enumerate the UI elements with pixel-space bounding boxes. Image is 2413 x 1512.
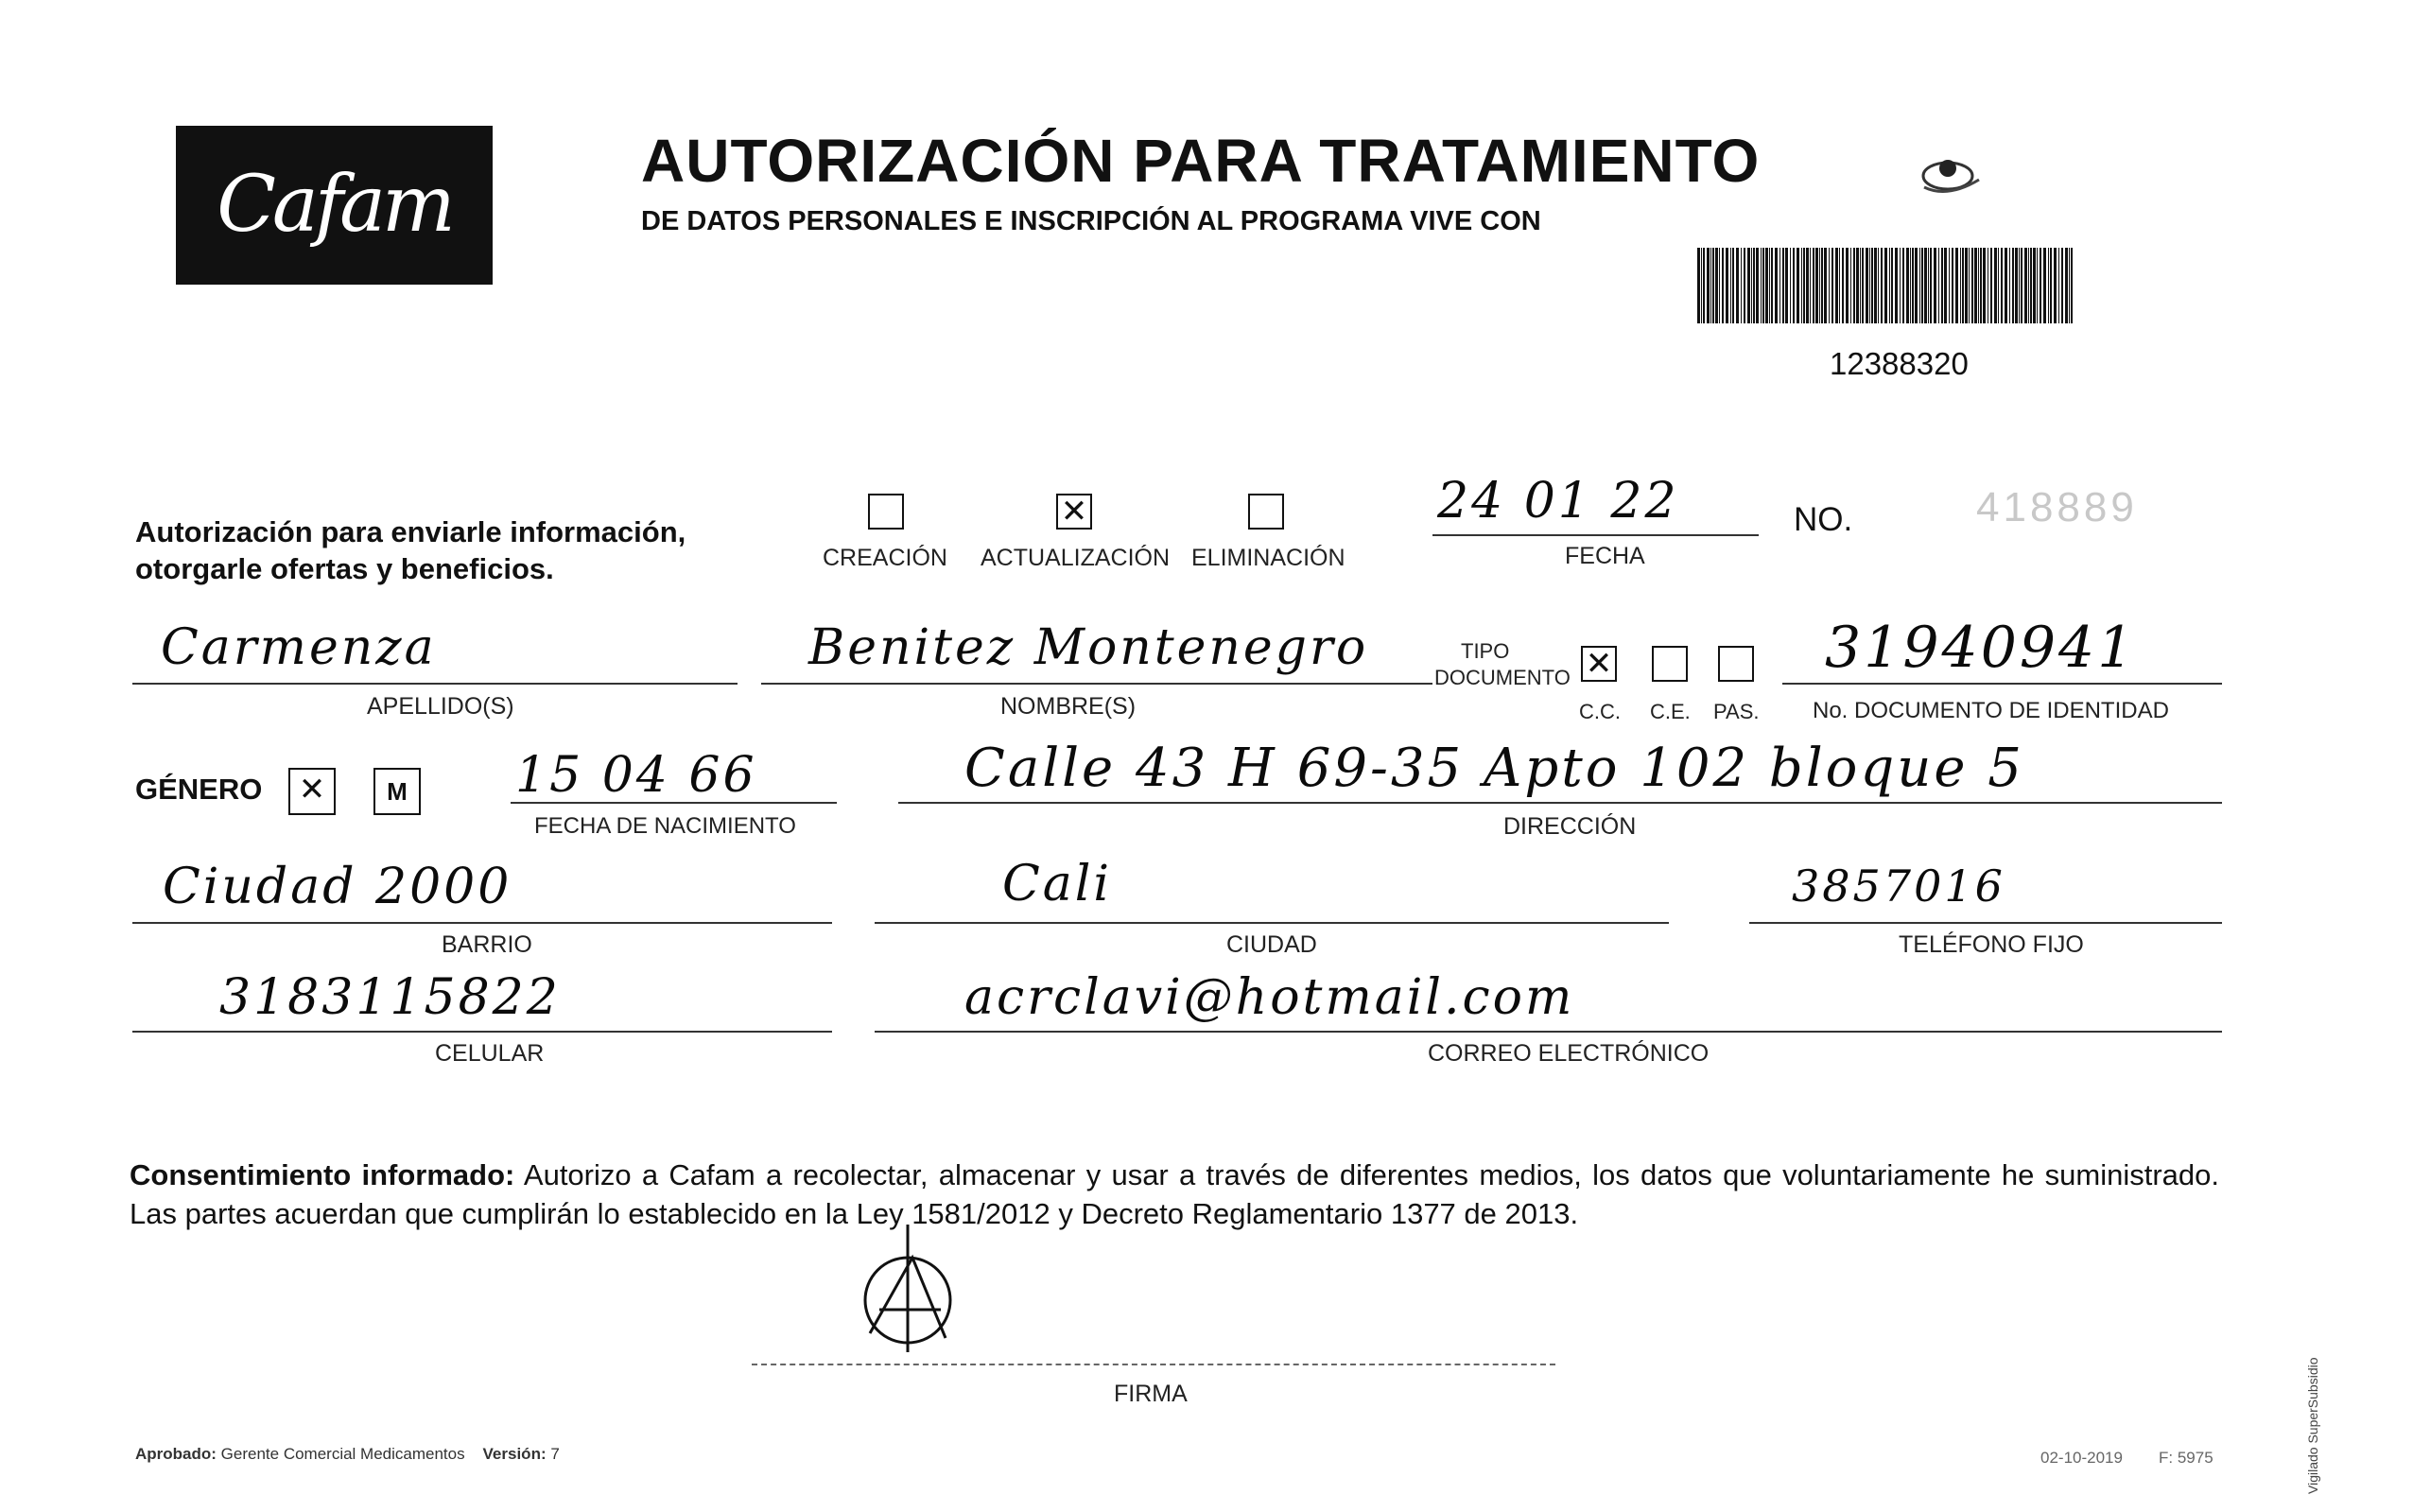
celular-value[interactable]: 3183115822	[219, 969, 561, 1026]
barcode-bar	[1839, 248, 1840, 323]
barcode-bar	[1732, 248, 1734, 323]
barcode-bar	[1960, 248, 1961, 323]
footer-date-code: 02-10-2019	[2040, 1449, 2123, 1467]
barcode-bar	[1712, 248, 1714, 323]
correo-label: CORREO ELECTRÓNICO	[1428, 1040, 1710, 1067]
barcode-bar	[1955, 248, 1958, 323]
barcode-bar	[1978, 248, 1979, 323]
barcode-bar	[1952, 248, 1953, 323]
barcode-bar	[1902, 248, 1904, 323]
telefono-line	[1749, 922, 2222, 924]
barcode-bar	[1906, 248, 1909, 323]
barcode-bar	[1928, 248, 1929, 323]
barcode-bar	[2030, 248, 2032, 323]
barcode-bar	[1779, 248, 1780, 323]
aprobado-value: Gerente Comercial Medicamentos	[220, 1445, 465, 1463]
pas-checkbox[interactable]	[1718, 646, 1754, 682]
no-label: NO.	[1794, 501, 1853, 538]
genero-f-checkbox[interactable]	[288, 768, 336, 815]
barcode-bar	[1821, 248, 1823, 323]
firma-label: FIRMA	[1114, 1381, 1188, 1407]
apellidos-value[interactable]: Carmenza	[161, 619, 437, 676]
direccion-line	[898, 802, 2222, 804]
fecha-value[interactable]: 24 01 22	[1437, 473, 1679, 530]
ciudad-line	[875, 922, 1669, 924]
barcode-bar	[1924, 248, 1927, 323]
barcode-bar	[1969, 248, 1970, 323]
barcode-bar	[2069, 248, 2070, 323]
correo-value[interactable]: acrclavi@hotmail.com	[964, 969, 1575, 1026]
barcode-bar	[1941, 248, 1943, 323]
barcode-bar	[2021, 248, 2022, 323]
fecha-line	[1432, 534, 1759, 536]
barcode-bar	[1871, 248, 1873, 323]
barcode-bar	[1934, 248, 1936, 323]
barcode-bar	[1881, 248, 1883, 323]
barcode-bar	[2024, 248, 2027, 323]
barcode-bar	[1971, 248, 1973, 323]
barcode-bar	[2040, 248, 2041, 323]
authorization-line-1: Autorización para enviarle información,	[135, 515, 686, 548]
celular-line	[132, 1031, 832, 1033]
barcode-bar	[1884, 248, 1887, 323]
barcode-bar	[1744, 248, 1745, 323]
barcode-bar	[1803, 248, 1805, 323]
barrio-value[interactable]: Ciudad 2000	[163, 859, 512, 915]
ce-checkbox[interactable]	[1652, 646, 1688, 682]
barcode-bar	[1829, 248, 1830, 323]
barcode-bar	[1707, 248, 1710, 323]
barcode-bar	[1846, 248, 1849, 323]
barcode-bar	[1747, 248, 1750, 323]
barcode-bar	[1797, 248, 1799, 323]
barcode-bar	[2048, 248, 2049, 323]
barcode-bar	[1819, 248, 1820, 323]
ciudad-value[interactable]: Cali	[1002, 856, 1113, 912]
nombres-line	[761, 683, 1432, 685]
consent-heading: Consentimiento informado:	[130, 1158, 515, 1191]
barcode-bar	[1853, 248, 1855, 323]
barcode-bar	[1850, 248, 1851, 323]
barcode-bar	[1891, 248, 1893, 323]
barcode-bar	[1860, 248, 1861, 323]
barcode-bar	[1974, 248, 1977, 323]
form-title: AUTORIZACIÓN PARA TRATAMIENTO	[641, 127, 1761, 195]
barcode-bar	[1765, 248, 1768, 323]
barcode-bar	[1701, 248, 1702, 323]
eliminacion-label: ELIMINACIÓN	[1191, 545, 1345, 571]
telefono-value[interactable]: 3857016	[1792, 860, 2005, 912]
barcode-bar	[2065, 248, 2068, 323]
barcode-bar	[1866, 248, 1868, 323]
actualizacion-label: ACTUALIZACIÓN	[981, 545, 1171, 571]
barcode-bar	[2001, 248, 2003, 323]
telefono-label: TELÉFONO FIJO	[1899, 931, 2084, 958]
barcode-bar	[1835, 248, 1838, 323]
barcode-bar	[1983, 248, 1986, 323]
barcode-bar	[2019, 248, 2020, 323]
barcode-bar	[1998, 248, 1999, 323]
version-value: 7	[550, 1445, 560, 1463]
barcode-bar	[1980, 248, 1982, 323]
barcode-bar	[1815, 248, 1818, 323]
pas-label: PAS.	[1713, 700, 1760, 723]
birth-label: FECHA DE NACIMIENTO	[534, 813, 796, 839]
barcode-bar	[1756, 248, 1759, 323]
barcode	[1697, 248, 2074, 323]
doc-number-value[interactable]: 31940941	[1825, 615, 2137, 681]
footer-aprobado	[135, 1445, 560, 1464]
barcode-bar	[1801, 248, 1802, 323]
barcode-bar	[1761, 248, 1762, 323]
barcode-bar	[1910, 248, 1911, 323]
no-value: 418889	[1976, 484, 2138, 530]
barcode-bar	[1719, 248, 1720, 323]
consent-paragraph	[130, 1156, 2219, 1233]
barcode-bar	[2037, 248, 2038, 323]
signature-line	[752, 1364, 1555, 1365]
apellidos-label: APELLIDO(S)	[367, 693, 514, 720]
doc-number-line	[1782, 683, 2222, 685]
barcode-bar	[1697, 248, 1700, 323]
direccion-value[interactable]: Calle 43 H 69-35 Apto 102 bloque 5	[964, 738, 2024, 799]
barcode-bar	[1965, 248, 1968, 323]
barcode-bar	[1930, 248, 1932, 323]
creacion-label: CREACIÓN	[823, 545, 947, 571]
cafam-logo	[176, 126, 493, 285]
barcode-bar	[1878, 248, 1879, 323]
nombres-value[interactable]: Benitez Montenegro	[808, 619, 1369, 676]
ciudad-label: CIUDAD	[1226, 931, 1317, 958]
barcode-bar	[1751, 248, 1752, 323]
documento-label: DOCUMENTO	[1434, 666, 1571, 689]
barcode-bar	[1919, 248, 1920, 323]
barcode-bar	[1703, 248, 1705, 323]
authorization-text	[135, 513, 686, 587]
consent-body: Autorizo a Cafam a recolectar, almacenar y usar a través de diferentes medios, los datos que voluntariamente he suministrado. Las partes acuerdan que cumplirán lo establecido en la Ley 1581/2012 y Decreto Reglamentario 1377 de 2013.	[130, 1158, 2219, 1230]
barcode-bar	[1869, 248, 1870, 323]
footer-form-code: F: 5975	[2159, 1449, 2213, 1467]
barrio-line	[132, 922, 832, 924]
version-label: Versión:	[482, 1445, 547, 1463]
barcode-bar	[1842, 248, 1844, 323]
nombres-label: NOMBRE(S)	[1000, 693, 1137, 720]
barcode-bar	[2012, 248, 2014, 323]
barcode-bar	[1771, 248, 1773, 323]
barcode-bar	[1874, 248, 1877, 323]
barcode-bar	[2015, 248, 2018, 323]
barcode-bar	[2005, 248, 2007, 323]
barcode-bar	[1715, 248, 1718, 323]
barcode-bar	[1949, 248, 1950, 323]
barcode-bar	[2033, 248, 2036, 323]
barcode-bar	[1710, 248, 1711, 323]
actualizacion-checkbox[interactable]	[1056, 494, 1092, 530]
barcode-bar	[2061, 248, 2063, 323]
barcode-bar	[1990, 248, 1992, 323]
birth-line	[511, 802, 837, 804]
authorization-line-2: otorgarle ofertas y beneficios.	[135, 552, 554, 585]
genero-label: GÉNERO	[135, 773, 263, 806]
barcode-bar	[1785, 248, 1788, 323]
barcode-bar	[2054, 248, 2057, 323]
celular-label: CELULAR	[435, 1040, 545, 1067]
barcode-bar	[1921, 248, 1923, 323]
signature-mark	[832, 1220, 983, 1371]
barcode-bar	[1938, 248, 1939, 323]
barcode-bar	[1790, 248, 1791, 323]
ce-label: C.E.	[1650, 700, 1691, 723]
barcode-bar	[1912, 248, 1914, 323]
emblem-icon	[1905, 140, 2009, 206]
barcode-bar	[1962, 248, 1964, 323]
barcode-bar	[1856, 248, 1859, 323]
barcode-bar	[1824, 248, 1827, 323]
barrio-label: BARRIO	[442, 931, 532, 958]
barcode-bar	[2009, 248, 2010, 323]
barcode-bar	[1889, 248, 1890, 323]
eliminacion-checkbox[interactable]	[1248, 494, 1284, 530]
barcode-bar	[1726, 248, 1728, 323]
barcode-bar	[1730, 248, 1731, 323]
barcode-bar	[1722, 248, 1724, 323]
barcode-bar	[1994, 248, 1997, 323]
aprobado-label: Aprobado:	[135, 1445, 217, 1463]
barcode-bar	[1810, 248, 1811, 323]
supersubsidio-vertical-text: Vigilado SuperSubsidio	[2305, 1357, 2320, 1494]
barcode-bar	[1813, 248, 1814, 323]
barcode-bar	[1862, 248, 1864, 323]
fecha-label: FECHA	[1565, 543, 1645, 569]
barcode-bar	[1831, 248, 1833, 323]
barcode-bar	[1736, 248, 1739, 323]
barcode-bar	[2043, 248, 2046, 323]
logo-text: Cafam	[217, 160, 452, 250]
direccion-label: DIRECCIÓN	[1503, 813, 1637, 840]
tipo-label: TIPO	[1461, 639, 1510, 663]
barcode-bar	[1793, 248, 1795, 323]
form-subtitle: DE DATOS PERSONALES E INSCRIPCIÓN AL PROGRAMA VIVE CON	[641, 206, 1541, 236]
barcode-bar	[1775, 248, 1778, 323]
barcode-bar	[1741, 248, 1742, 323]
creacion-checkbox[interactable]	[868, 494, 904, 530]
cc-label: C.C.	[1579, 700, 1621, 723]
barcode-bar	[1915, 248, 1918, 323]
barcode-bar	[2050, 248, 2052, 323]
doc-number-label: No. DOCUMENTO DE IDENTIDAD	[1813, 698, 2169, 723]
barcode-bar	[1769, 248, 1770, 323]
barcode-bar	[1762, 248, 1764, 323]
barcode-bar	[1895, 248, 1898, 323]
barcode-bar	[1944, 248, 1947, 323]
barcode-bar	[1806, 248, 1809, 323]
barcode-bar	[1782, 248, 1784, 323]
barcode-bar	[2071, 248, 2073, 323]
barcode-number: 12388320	[1830, 346, 1969, 381]
birth-value[interactable]: 15 04 66	[515, 747, 757, 804]
genero-m-checkbox[interactable]: M	[373, 768, 421, 815]
apellidos-line	[132, 683, 738, 685]
barcode-bar	[2058, 248, 2059, 323]
barcode-bar	[1900, 248, 1901, 323]
cc-checkbox[interactable]	[1581, 646, 1617, 682]
correo-line	[875, 1031, 2222, 1033]
barcode-bar	[2028, 248, 2029, 323]
barcode-bar	[1753, 248, 1755, 323]
